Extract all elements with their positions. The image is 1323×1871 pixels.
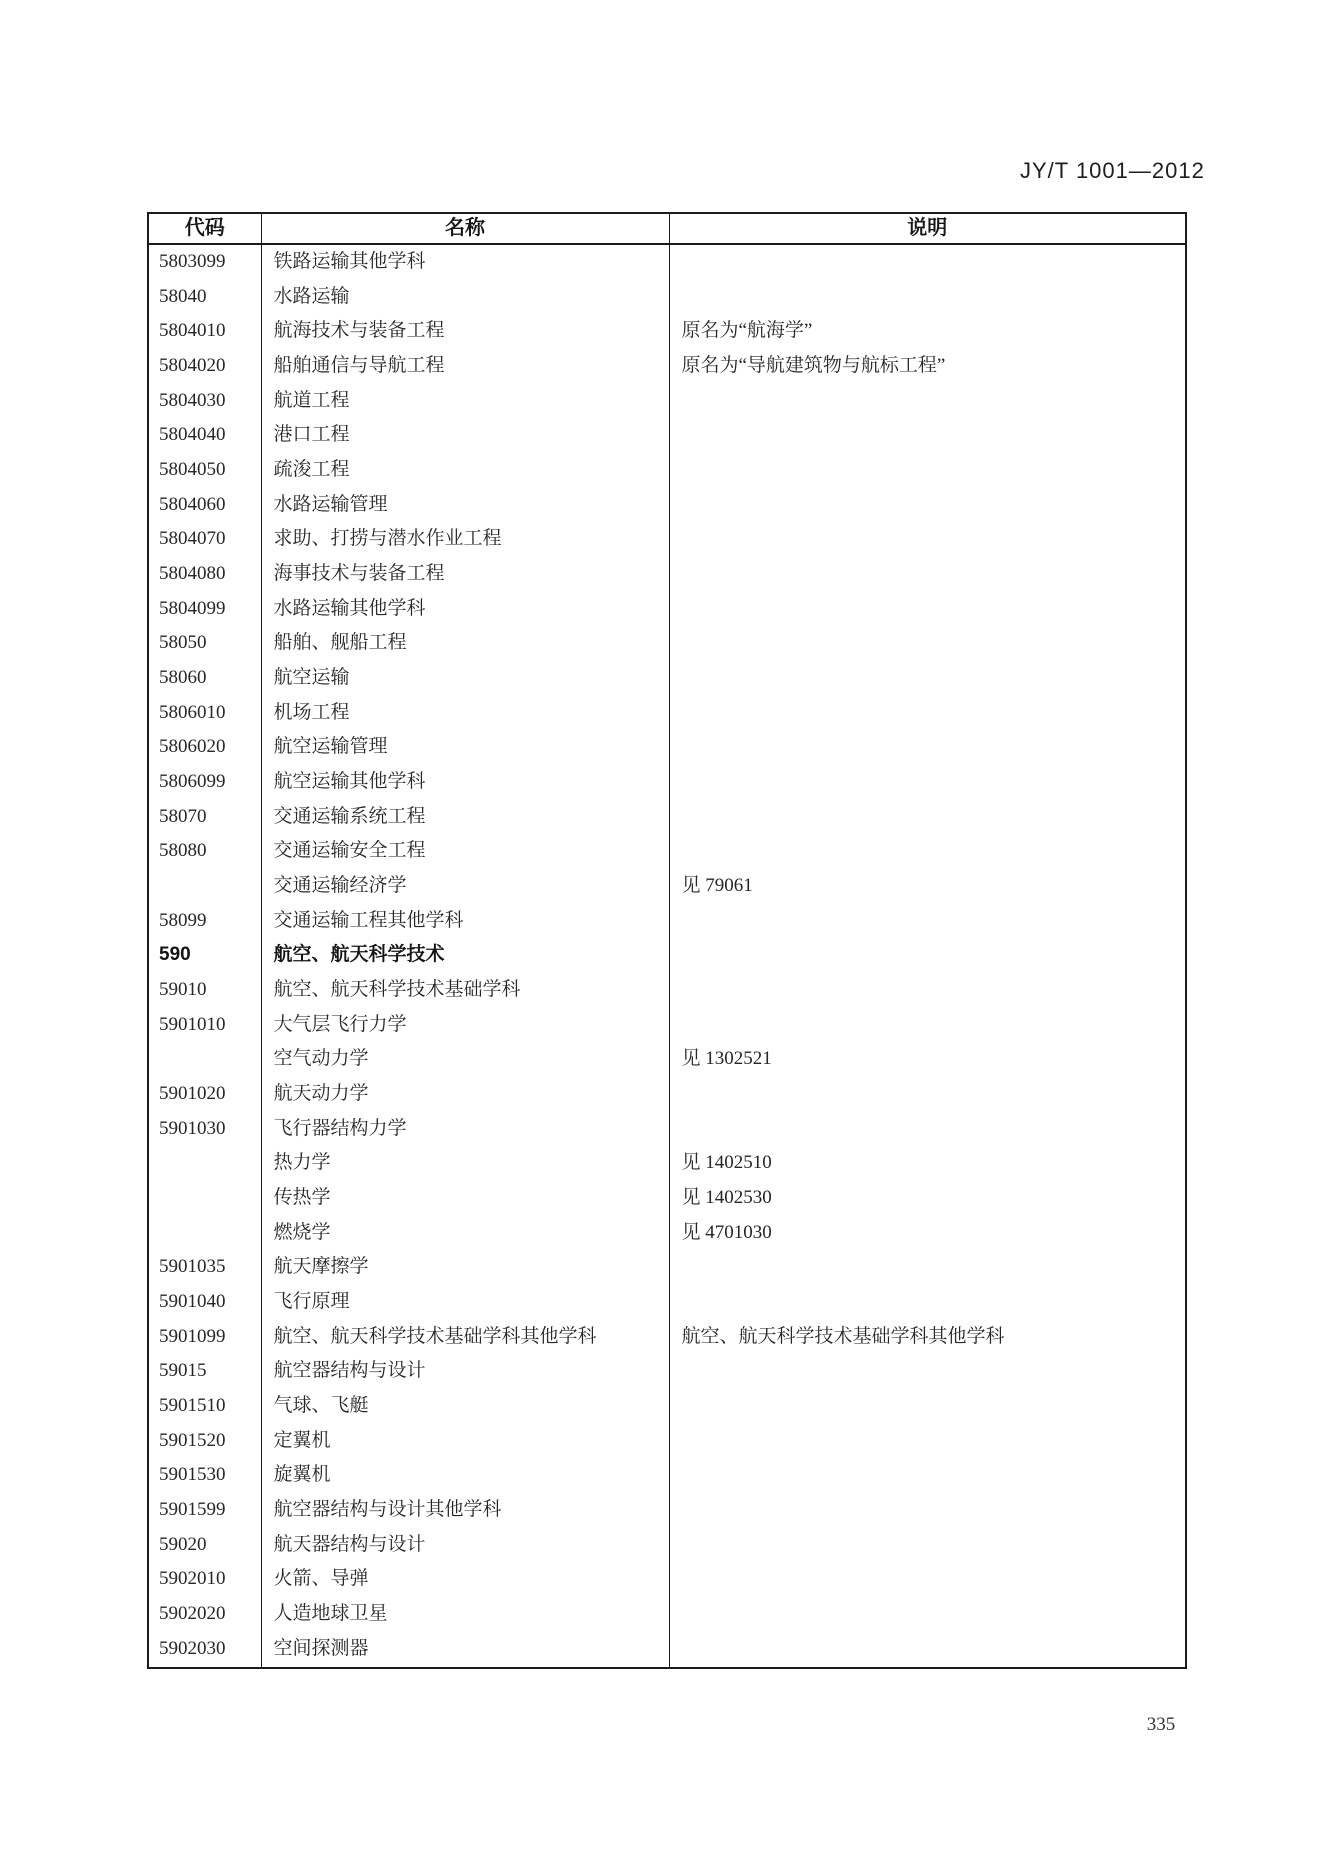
table-row	[148, 730, 1186, 765]
note-cell	[669, 765, 1186, 800]
name-cell: 空气动力学	[261, 1042, 669, 1077]
name-cell: 航空器结构与设计	[261, 1355, 669, 1390]
name-cell: 疏浚工程	[261, 453, 669, 488]
note-cell	[669, 1355, 1186, 1390]
note-cell	[669, 1632, 1186, 1668]
table-row	[148, 522, 1186, 557]
table-row	[148, 280, 1186, 315]
note-cell	[669, 592, 1186, 627]
standard-number: JY/T 1001—2012	[1020, 158, 1205, 183]
note-cell	[669, 1250, 1186, 1285]
name-cell: 气球、飞艇	[261, 1389, 669, 1424]
note-cell	[669, 522, 1186, 557]
note-cell	[669, 730, 1186, 765]
header-cell-note: 说明	[669, 213, 1186, 244]
table-row	[148, 244, 1186, 280]
table-row	[148, 973, 1186, 1008]
header-cell-code: 代码	[148, 213, 261, 244]
name-cell: 交通运输经济学	[261, 869, 669, 904]
note-cell	[669, 1077, 1186, 1112]
note-cell	[669, 557, 1186, 592]
name-cell: 航天器结构与设计	[261, 1528, 669, 1563]
note-cell	[669, 280, 1186, 315]
code-cell: 5901099	[159, 1325, 226, 1347]
code-cell: 5901035	[159, 1256, 226, 1278]
note-cell	[669, 661, 1186, 696]
note-cell	[669, 488, 1186, 523]
table-row	[148, 765, 1186, 800]
name-cell: 船舶、舰船工程	[261, 626, 669, 661]
table-row	[148, 800, 1186, 835]
name-cell: 交通运输安全工程	[261, 834, 669, 869]
name-cell: 燃烧学	[261, 1216, 669, 1251]
code-cell: 5901020	[159, 1083, 226, 1105]
code-cell: 5804060	[159, 493, 226, 515]
table-row	[148, 938, 1186, 973]
code-cell: 5901010	[159, 1013, 226, 1035]
name-cell: 人造地球卫星	[261, 1597, 669, 1632]
code-cell	[148, 1181, 261, 1216]
name-cell: 交通运输系统工程	[261, 800, 669, 835]
code-cell: 5806099	[159, 770, 226, 792]
note-cell	[669, 418, 1186, 453]
table-row	[148, 869, 1186, 904]
name-cell: 航空器结构与设计其他学科	[261, 1493, 669, 1528]
table-row	[148, 1112, 1186, 1147]
note-cell: 航空、航天科学技术基础学科其他学科	[669, 1320, 1186, 1355]
note-cell	[669, 800, 1186, 835]
name-cell: 传热学	[261, 1181, 669, 1216]
table-row	[148, 1597, 1186, 1632]
code-cell: 590	[159, 944, 191, 966]
name-cell: 航空、航天科学技术基础学科	[261, 973, 669, 1008]
table-row	[148, 488, 1186, 523]
discipline-code-table	[147, 212, 1187, 1669]
note-cell	[669, 384, 1186, 419]
name-cell: 热力学	[261, 1146, 669, 1181]
code-cell: 59020	[159, 1533, 207, 1555]
code-cell	[148, 1216, 261, 1251]
code-cell: 5901599	[159, 1499, 226, 1521]
code-cell: 58050	[159, 632, 207, 654]
code-cell: 5902010	[159, 1568, 226, 1590]
note-cell	[669, 1008, 1186, 1043]
code-cell: 5902030	[159, 1637, 226, 1659]
table-row	[148, 1285, 1186, 1320]
note-cell	[669, 834, 1186, 869]
code-cell: 59015	[159, 1360, 207, 1382]
name-cell: 空间探测器	[261, 1632, 669, 1668]
note-cell	[669, 453, 1186, 488]
code-cell: 59010	[159, 979, 207, 1000]
code-cell: 5804070	[159, 528, 226, 550]
table-row	[148, 904, 1186, 939]
name-cell: 航天动力学	[261, 1077, 669, 1112]
code-cell: 5804020	[159, 354, 226, 376]
code-cell: 5804010	[159, 320, 226, 342]
code-cell: 5902020	[159, 1603, 226, 1625]
note-cell	[669, 696, 1186, 731]
note-cell: 原名为“导航建筑物与航标工程”	[669, 349, 1186, 384]
table-row	[148, 1459, 1186, 1494]
note-cell	[669, 1459, 1186, 1494]
table-row	[148, 1077, 1186, 1112]
table-row	[148, 661, 1186, 696]
table-row	[148, 1181, 1186, 1216]
code-cell: 5806010	[159, 701, 226, 723]
table-header-row	[148, 213, 1186, 244]
note-cell	[669, 1563, 1186, 1598]
name-cell: 机场工程	[261, 696, 669, 731]
table-row	[148, 418, 1186, 453]
note-cell	[669, 973, 1186, 1008]
table-row	[148, 1493, 1186, 1528]
code-cell	[148, 1146, 261, 1181]
table-row	[148, 453, 1186, 488]
code-cell: 5901520	[159, 1429, 226, 1451]
code-cell: 5806020	[159, 736, 226, 758]
table-row	[148, 696, 1186, 731]
name-cell: 旋翼机	[261, 1459, 669, 1494]
note-cell: 见 1402530	[669, 1181, 1186, 1216]
name-cell: 港口工程	[261, 418, 669, 453]
table-row	[148, 1389, 1186, 1424]
code-cell: 5901030	[159, 1117, 226, 1139]
name-cell: 飞行器结构力学	[261, 1112, 669, 1147]
name-cell: 航空运输	[261, 661, 669, 696]
note-cell	[669, 1285, 1186, 1320]
table-row	[148, 1632, 1186, 1668]
code-cell: 5804099	[159, 597, 226, 619]
note-cell	[669, 1424, 1186, 1459]
note-cell: 原名为“航海学”	[669, 314, 1186, 349]
code-cell: 58070	[159, 805, 207, 827]
name-cell: 航空运输管理	[261, 730, 669, 765]
name-cell: 定翼机	[261, 1424, 669, 1459]
code-cell: 5901530	[159, 1464, 226, 1486]
table-row	[148, 626, 1186, 661]
table-row	[148, 1250, 1186, 1285]
header-cell-name: 名称	[261, 213, 669, 244]
table-row	[148, 384, 1186, 419]
table-row	[148, 314, 1186, 349]
name-cell: 铁路运输其他学科	[261, 244, 669, 280]
name-cell: 大气层飞行力学	[261, 1008, 669, 1043]
note-cell: 见 1402510	[669, 1146, 1186, 1181]
code-cell: 5804030	[159, 389, 226, 411]
note-cell	[669, 938, 1186, 973]
code-cell: 58060	[159, 666, 207, 688]
name-cell: 航天摩擦学	[261, 1250, 669, 1285]
note-cell	[669, 1493, 1186, 1528]
note-cell	[669, 1389, 1186, 1424]
name-cell: 航空运输其他学科	[261, 765, 669, 800]
code-cell: 58080	[159, 840, 207, 862]
name-cell: 水路运输其他学科	[261, 592, 669, 627]
note-cell: 见 4701030	[669, 1216, 1186, 1251]
table-row	[148, 1320, 1186, 1355]
table-row	[148, 834, 1186, 869]
note-cell	[669, 244, 1186, 280]
table-row	[148, 1355, 1186, 1390]
table-row	[148, 1528, 1186, 1563]
name-cell: 航道工程	[261, 384, 669, 419]
code-cell: 58099	[159, 909, 207, 931]
note-cell	[669, 626, 1186, 661]
table-row	[148, 592, 1186, 627]
table-row	[148, 349, 1186, 384]
name-cell: 航空、航天科学技术基础学科其他学科	[261, 1320, 669, 1355]
name-cell: 交通运输工程其他学科	[261, 904, 669, 939]
note-cell	[669, 1597, 1186, 1632]
table-row	[148, 1146, 1186, 1181]
table-row	[148, 1042, 1186, 1077]
name-cell: 船舶通信与导航工程	[261, 349, 669, 384]
code-cell: 5804080	[159, 562, 226, 584]
table-row	[148, 1563, 1186, 1598]
code-cell: 5803099	[159, 250, 226, 272]
code-cell: 5804040	[159, 424, 226, 446]
name-cell: 航空、航天科学技术	[261, 938, 669, 973]
name-cell: 水路运输	[261, 280, 669, 315]
page-number: 335	[1146, 1714, 1176, 1735]
note-cell	[669, 1112, 1186, 1147]
code-cell: 58040	[159, 285, 207, 307]
name-cell: 航海技术与装备工程	[261, 314, 669, 349]
table-row	[148, 557, 1186, 592]
table-row	[148, 1008, 1186, 1043]
code-cell: 5901510	[159, 1395, 226, 1417]
note-cell	[669, 1528, 1186, 1563]
name-cell: 飞行原理	[261, 1285, 669, 1320]
note-cell: 见 1302521	[669, 1042, 1186, 1077]
name-cell: 火箭、导弹	[261, 1563, 669, 1598]
table-body	[148, 244, 1186, 1668]
name-cell: 海事技术与装备工程	[261, 557, 669, 592]
table-row	[148, 1424, 1186, 1459]
code-cell: 5901040	[159, 1291, 226, 1313]
note-cell: 见 79061	[669, 869, 1186, 904]
code-cell	[148, 869, 261, 904]
name-cell: 求助、打捞与潜水作业工程	[261, 522, 669, 557]
code-cell: 5804050	[159, 458, 226, 480]
code-cell	[148, 1042, 261, 1077]
note-cell	[669, 904, 1186, 939]
name-cell: 水路运输管理	[261, 488, 669, 523]
table-row	[148, 1216, 1186, 1251]
